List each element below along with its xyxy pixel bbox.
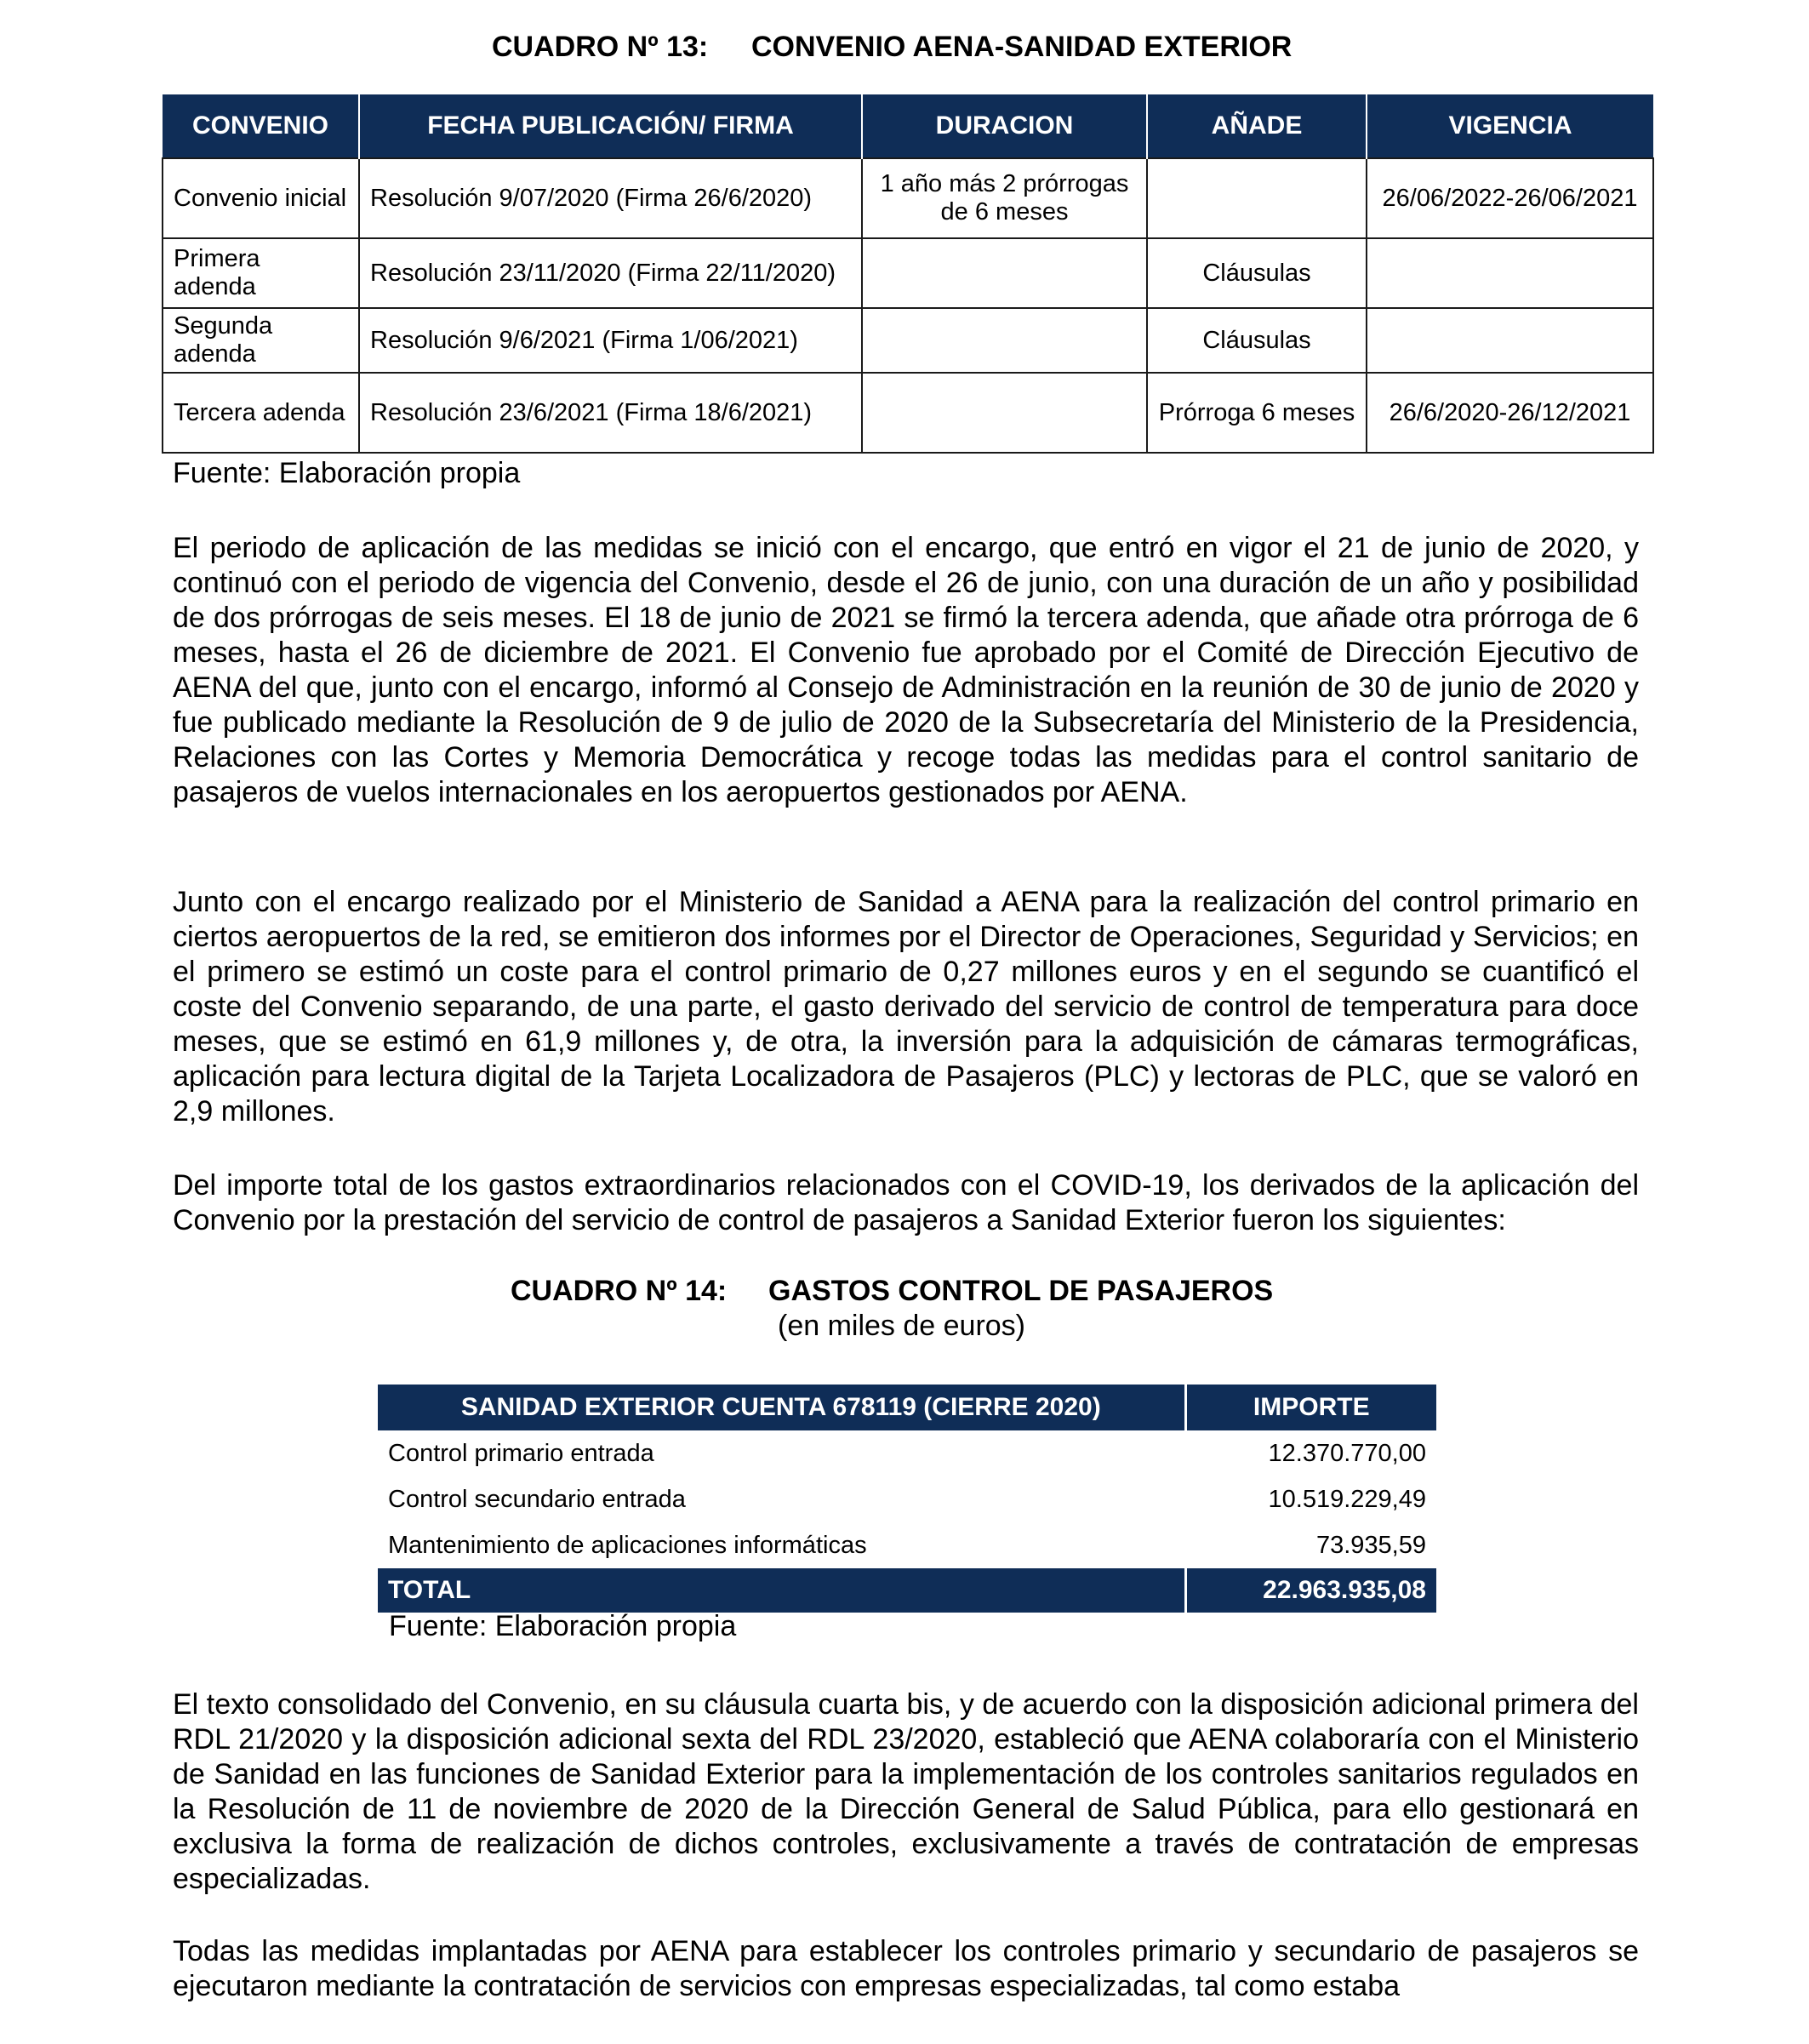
table2-caption-subtitle: (en miles de euros): [778, 1310, 1026, 1342]
table1-caption-title: CONVENIO AENA-SANIDAD EXTERIOR: [751, 31, 1293, 63]
table-cell: Mantenimiento de aplicaciones informáticas: [388, 1531, 867, 1559]
table-row: [378, 1522, 1436, 1568]
paragraph-1: El periodo de aplicación de las medidas se inició con el encargo, que entró en vigor el 21 de junio de 2020, y continuó con el periodo de vigencia del Convenio, desde el 26 de junio, con una duración de un año y posibilidad de dos prórrogas de seis meses. El 18 de junio de 2021 se firmó la tercera adenda, que añade otra prórroga de 6 meses, hasta el 26 de diciembre de 2021. El Convenio fue aprobado por el Comité de Dirección Ejecutivo de AENA del que, junto con el encargo, informó al Consejo de Administración en la reunión de 30 de junio de 2020 y fue publicado mediante la Resolución de 9 de julio de 2020 de la Subsecretaría del Ministerio de la Presidencia, Relaciones con las Cortes y Memoria Democrática y recoge todas las medidas para el control sanitario de pasajeros de vuelos internacionales en los aeropuertos gestionados por AENA.: [173, 532, 1639, 808]
total-value: 22.963.935,08: [1185, 1568, 1436, 1613]
table-cell: Resolución 9/6/2021 (Firma 1/06/2021): [359, 308, 862, 373]
table-cell: 26/6/2020-26/12/2021: [1367, 373, 1653, 453]
table-row: [163, 308, 1653, 373]
table-cell: Resolución 9/07/2020 (Firma 26/6/2020): [359, 158, 862, 238]
paragraph-3: Del importe total de los gastos extraordinarios relacionados con el COVID-19, los derivados de la aplicación del Convenio por la prestación del servicio de control de pasajeros a Sanidad Exterior fueron los siguientes:: [173, 1169, 1639, 1236]
column-header-convenio: CONVENIO: [163, 94, 359, 158]
paragraph-5: Todas las medidas implantadas por AENA para establecer los controles primario y secundario de pasajeros se ejecutaron mediante la contratación de servicios con empresas especializadas, tal como estaba: [173, 1935, 1639, 2002]
column-header-vigencia: VIGENCIA: [1367, 94, 1653, 158]
table-cell: [1147, 158, 1367, 238]
table-cell: Segunda adenda: [163, 308, 359, 373]
column-header-anade: AÑADE: [1147, 94, 1367, 158]
paragraph-4: El texto consolidado del Convenio, en su cláusula cuarta bis, y de acuerdo con la disposición adicional primera del RDL 21/2020 y la disposición adicional sexta del RDL 23/2020, estableció que AENA colaboraría con el Ministerio de Sanidad en las funciones de Sanidad Exterior para la implementación de los controles sanitarios regulados en la Resolución de 11 de noviembre de 2020 de la Dirección General de Salud Pública, para ello gestionará en exclusiva la forma de realización de dichos controles, exclusivamente a través de contratación de empresas especializadas.: [173, 1688, 1639, 1895]
table-header-row: [163, 94, 1653, 158]
table-row: [163, 238, 1653, 308]
table2-caption-number: CUADRO Nº 14:: [511, 1275, 728, 1307]
table-header-row: [378, 1385, 1436, 1430]
table-cell: Tercera adenda: [163, 373, 359, 453]
table-cell: Convenio inicial: [163, 158, 359, 238]
column-header-importe: IMPORTE: [1185, 1385, 1436, 1430]
table-cell: 10.519.229,49: [1268, 1485, 1426, 1513]
table-cell: Primera adenda: [163, 238, 359, 308]
gastos-table: [378, 1385, 1436, 1613]
column-header-fecha: FECHA PUBLICACIÓN/ FIRMA: [359, 94, 862, 158]
table-cell: Cláusulas: [1147, 238, 1367, 308]
table1-source: Fuente: Elaboración propia: [173, 457, 521, 489]
table-row: [378, 1476, 1436, 1522]
table-cell: 1 año más 2 prórrogas de 6 meses: [862, 158, 1147, 238]
table-cell: Cláusulas: [1147, 308, 1367, 373]
total-row: [378, 1568, 1436, 1613]
table-cell: Resolución 23/11/2020 (Firma 22/11/2020): [359, 238, 862, 308]
table-cell: 12.370.770,00: [1268, 1439, 1426, 1467]
table-row: [163, 158, 1653, 238]
table-row: [378, 1430, 1436, 1476]
table-cell: Control primario entrada: [388, 1439, 654, 1467]
table-row: [163, 373, 1653, 453]
table-cell: [862, 308, 1147, 373]
total-label: TOTAL: [378, 1568, 1185, 1613]
table1-caption-number: CUADRO Nº 13:: [492, 31, 709, 63]
table-cell: Prórroga 6 meses: [1147, 373, 1367, 453]
table2-source: Fuente: Elaboración propia: [389, 1610, 737, 1642]
convenio-table: [162, 94, 1654, 454]
table-cell: [1367, 308, 1653, 373]
column-header-duracion: DURACION: [862, 94, 1147, 158]
table-cell: [862, 373, 1147, 453]
table-cell: [862, 238, 1147, 308]
paragraph-2: Junto con el encargo realizado por el Ministerio de Sanidad a AENA para la realización del control primario en ciertos aeropuertos de la red, se emitieron dos informes por el Director de Operaciones, Seguridad y Servicios; en el primero se estimó un coste para el control primario de 0,27 millones euros y en el segundo se cuantificó el coste del Convenio separando, de una parte, el gasto derivado del servicio de control de temperatura para doce meses, que se estimó en 61,9 millones y, de otra, la inversión para la adquisición de cámaras termográficas, aplicación para lectura digital de la Tarjeta Localizadora de Pasajeros (PLC) y lectoras de PLC, que se valoró en 2,9 millones.: [173, 886, 1639, 1128]
table-cell: 26/06/2022-26/06/2021: [1367, 158, 1653, 238]
table-cell: 73.935,59: [1315, 1531, 1426, 1559]
table-cell: Resolución 23/6/2021 (Firma 18/6/2021): [359, 373, 862, 453]
table-cell: [1367, 238, 1653, 308]
column-header-cuenta: SANIDAD EXTERIOR CUENTA 678119 (CIERRE 2020): [378, 1385, 1185, 1430]
table-cell: Control secundario entrada: [388, 1485, 686, 1513]
table2-caption-title: GASTOS CONTROL DE PASAJEROS: [768, 1275, 1274, 1307]
